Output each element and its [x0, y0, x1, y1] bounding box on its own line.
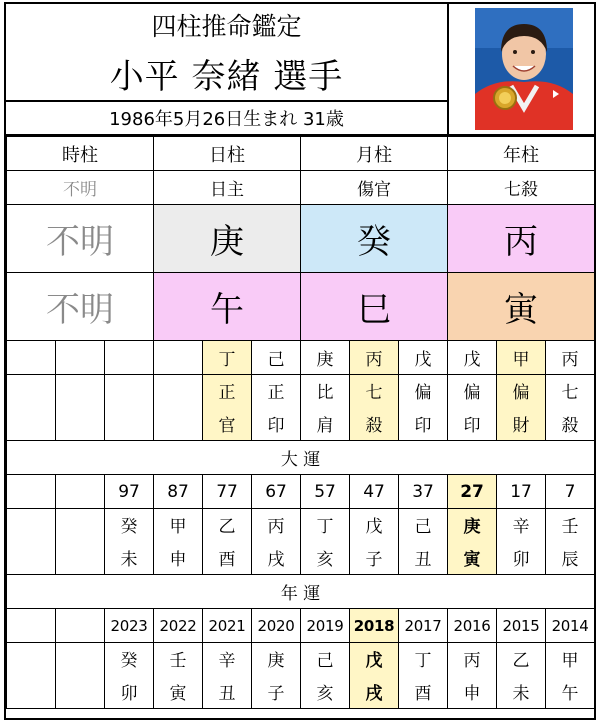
hidden-star-cell: 印 — [399, 407, 448, 441]
nenun-branch — [56, 675, 105, 709]
hidden-stem-cell: 丁 — [203, 341, 252, 375]
kantei-sheet — [4, 2, 596, 720]
nenun-stem-current: 戊 — [350, 643, 399, 675]
hidden-star-cell — [105, 375, 154, 407]
nenun-branch: 丑 — [203, 675, 252, 709]
star-month: 傷官 — [301, 171, 448, 205]
nenun-year: 2015 — [497, 609, 546, 643]
taiun-age: 17 — [497, 475, 546, 509]
nenun-branch: 寅 — [154, 675, 203, 709]
nenun-title: 年 運 — [7, 575, 595, 609]
star-year: 七殺 — [448, 171, 595, 205]
birth-info: 1986年5月26日生まれ 31歳 — [109, 109, 344, 130]
nenun-year: 2017 — [399, 609, 448, 643]
hidden-star-cell: 印 — [448, 407, 497, 441]
taiun-branch: 戌 — [252, 541, 301, 575]
nenun-stem-row — [7, 643, 595, 675]
hidden-star-cell: 印 — [252, 407, 301, 441]
hidden-star-cell — [7, 407, 56, 441]
hidden-star-cell: 殺 — [350, 407, 399, 441]
hidden-star-cell: 偏 — [448, 375, 497, 407]
taiun-age: 7 — [546, 475, 595, 509]
branch-day: 午 — [154, 273, 301, 341]
nenun-stem — [7, 643, 56, 675]
hidden-star-cell: 殺 — [546, 407, 595, 441]
hidden-star-cell: 七 — [350, 375, 399, 407]
header-block — [6, 4, 449, 134]
hidden-stem-cell: 丙 — [546, 341, 595, 375]
taiun-branch-current: 寅 — [448, 541, 497, 575]
hidden-star-cell — [7, 375, 56, 407]
branch-hour: 不明 — [7, 273, 154, 341]
sheet-title: 四柱推命鑑定 — [151, 12, 302, 41]
taiun-stem-row — [7, 509, 595, 541]
nenun-title-row — [7, 575, 595, 609]
hidden-stem-cell — [56, 341, 105, 375]
nenun-stem: 丙 — [448, 643, 497, 675]
taiun-stem: 甲 — [154, 509, 203, 541]
taiun-branch: 酉 — [203, 541, 252, 575]
taiun-stem-current: 庚 — [448, 509, 497, 541]
nenun-stem: 庚 — [252, 643, 301, 675]
hidden-star-cell — [56, 375, 105, 407]
taiun-stem — [56, 509, 105, 541]
taiun-branch: 子 — [350, 541, 399, 575]
taiun-age: 57 — [301, 475, 350, 509]
nenun-branch: 午 — [546, 675, 595, 709]
nenun-year-row — [7, 609, 595, 643]
taiun-stem: 戊 — [350, 509, 399, 541]
taiun-age-current: 27 — [448, 475, 497, 509]
hidden-star-cell: 官 — [203, 407, 252, 441]
heavenly-stem-row — [7, 205, 595, 273]
taiun-branch: 未 — [105, 541, 154, 575]
nenun-stem: 丁 — [399, 643, 448, 675]
taiun-title: 大 運 — [7, 441, 595, 475]
hidden-stem-cell — [7, 341, 56, 375]
hidden-star-cell: 正 — [252, 375, 301, 407]
nenun-branch: 未 — [497, 675, 546, 709]
taiun-age: 67 — [252, 475, 301, 509]
stem-hour: 不明 — [7, 205, 154, 273]
nenun-branch-row — [7, 675, 595, 709]
taiun-stem: 辛 — [497, 509, 546, 541]
taiun-stem: 己 — [399, 509, 448, 541]
hidden-star-cell: 比 — [301, 375, 350, 407]
taiun-age: 87 — [154, 475, 203, 509]
taiun-branch — [56, 541, 105, 575]
pillar-label-hour: 時柱 — [7, 137, 154, 171]
taiun-stem: 丙 — [252, 509, 301, 541]
hidden-star-cell: 財 — [497, 407, 546, 441]
taiun-stem: 癸 — [105, 509, 154, 541]
nenun-stem: 癸 — [105, 643, 154, 675]
taiun-stem: 壬 — [546, 509, 595, 541]
nenun-branch: 申 — [448, 675, 497, 709]
taiun-stem — [7, 509, 56, 541]
stem-month: 癸 — [301, 205, 448, 273]
nenun-branch: 亥 — [301, 675, 350, 709]
nenun-year: 2022 — [154, 609, 203, 643]
nenun-stem: 己 — [301, 643, 350, 675]
taiun-age: 77 — [203, 475, 252, 509]
nenun-year: 2021 — [203, 609, 252, 643]
taiun-age — [56, 475, 105, 509]
hidden-star-cell — [154, 407, 203, 441]
hidden-stem-cell: 戊 — [399, 341, 448, 375]
nenun-branch — [7, 675, 56, 709]
pillar-label-day: 日柱 — [154, 137, 301, 171]
stem-day: 庚 — [154, 205, 301, 273]
hidden-stem-cell — [105, 341, 154, 375]
nenun-year — [7, 609, 56, 643]
star-hour: 不明 — [7, 171, 154, 205]
pillar-label-year: 年柱 — [448, 137, 595, 171]
nenun-branch: 卯 — [105, 675, 154, 709]
athlete-name: 小平 奈緒 選手 — [6, 46, 447, 102]
hidden-star-cell: 偏 — [497, 375, 546, 407]
earthly-branch-row — [7, 273, 595, 341]
pillar-label-month: 月柱 — [301, 137, 448, 171]
taiun-branch: 亥 — [301, 541, 350, 575]
hidden-star-cell: 肩 — [301, 407, 350, 441]
nenun-branch-current: 戌 — [350, 675, 399, 709]
branch-month: 巳 — [301, 273, 448, 341]
hidden-star-cell — [56, 407, 105, 441]
hidden-stem-cell: 甲 — [497, 341, 546, 375]
nenun-stem: 乙 — [497, 643, 546, 675]
meishiki-grid — [6, 134, 594, 709]
hidden-stem-cell: 戊 — [448, 341, 497, 375]
taiun-branch-row — [7, 541, 595, 575]
hidden-star-cell — [105, 407, 154, 441]
taiun-age: 37 — [399, 475, 448, 509]
taiun-branch: 丑 — [399, 541, 448, 575]
star-day: 日主 — [154, 171, 301, 205]
taiun-age — [7, 475, 56, 509]
pillar-label-row — [7, 137, 595, 171]
hidden-star-row-top — [7, 375, 595, 407]
taiun-age: 97 — [105, 475, 154, 509]
nenun-year: 2019 — [301, 609, 350, 643]
nenun-stem: 壬 — [154, 643, 203, 675]
hidden-stem-cell — [154, 341, 203, 375]
athlete-photo — [451, 4, 596, 134]
taiun-age-row — [7, 475, 595, 509]
taiun-branch: 辰 — [546, 541, 595, 575]
taiun-branch — [7, 541, 56, 575]
nenun-year: 2023 — [105, 609, 154, 643]
athlete-portrait-image — [475, 8, 573, 130]
hidden-stem-cell: 己 — [252, 341, 301, 375]
pillar-star-row — [7, 171, 595, 205]
taiun-age: 47 — [350, 475, 399, 509]
nenun-year: 2020 — [252, 609, 301, 643]
pillars-table — [6, 136, 595, 709]
hidden-star-row-bottom — [7, 407, 595, 441]
taiun-stem: 丁 — [301, 509, 350, 541]
hidden-stem-cell: 庚 — [301, 341, 350, 375]
hidden-star-cell: 七 — [546, 375, 595, 407]
hidden-star-cell — [154, 375, 203, 407]
nenun-stem: 甲 — [546, 643, 595, 675]
nenun-year — [56, 609, 105, 643]
nenun-year: 2014 — [546, 609, 595, 643]
branch-year: 寅 — [448, 273, 595, 341]
taiun-title-row — [7, 441, 595, 475]
nenun-branch: 子 — [252, 675, 301, 709]
hidden-star-cell: 偏 — [399, 375, 448, 407]
hidden-star-cell: 正 — [203, 375, 252, 407]
nenun-stem: 辛 — [203, 643, 252, 675]
nenun-year-current: 2018 — [350, 609, 399, 643]
hidden-stem-cell: 丙 — [350, 341, 399, 375]
hidden-stem-row — [7, 341, 595, 375]
stem-year: 丙 — [448, 205, 595, 273]
nenun-year: 2016 — [448, 609, 497, 643]
taiun-branch: 申 — [154, 541, 203, 575]
taiun-stem: 乙 — [203, 509, 252, 541]
nenun-branch: 酉 — [399, 675, 448, 709]
nenun-stem — [56, 643, 105, 675]
taiun-branch: 卯 — [497, 541, 546, 575]
